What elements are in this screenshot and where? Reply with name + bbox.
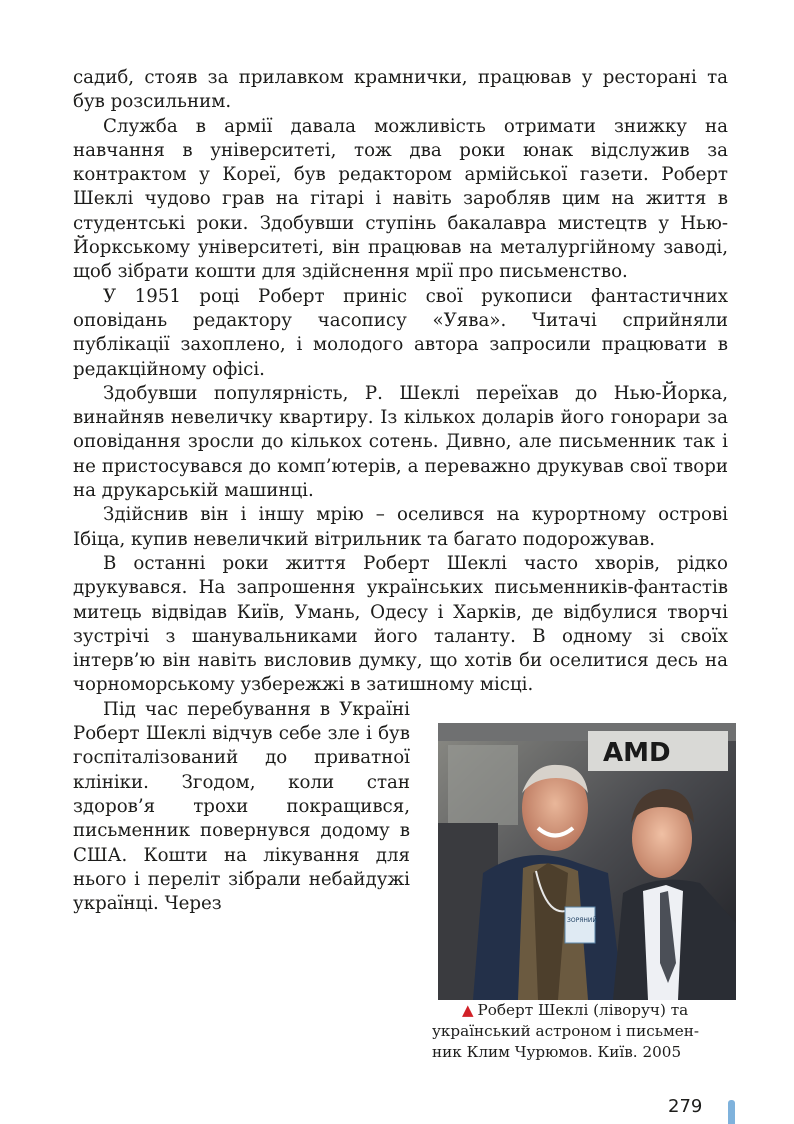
paragraph: У 1951 році Роберт приніс свої рукописи фантастичних оповідань редактору часопису «Уява». Читачі сприйняли публікації захоплено, і молодого автора запросили працювати в редакційному офісі. xyxy=(73,285,728,380)
paragraph xyxy=(73,552,728,698)
photo-caption xyxy=(432,1000,736,1063)
paragraph: Під час перебування в Україні Роберт Шеклі відчув себе зле і був госпіталізований до приватної клініки. Згодом, коли стан здоров’я трохи покращився, письменник повернувся додому в США. Кошти на лікування для нього і переліт зібрали небайдужі українці. Через xyxy=(73,698,410,915)
paragraph-text: В останні роки життя Роберт Шеклі часто хворів, рідко друкувався. На запрошення українських письменників-фантастів митець відвідав Київ, Умань, Одесу і Харків, де відбулися творчі зустрічі з шанувальниками його таланту. В одному зі своїх інтерв’ю він навіть висловив думку, що хотів би оселитися десь на чорноморському узбережжі в затишному місці. xyxy=(73,552,728,696)
photo-figure xyxy=(432,723,736,1063)
paragraph: Служба в армії давала можливість отримати знижку на навчання в університеті, тож два роки юнак відслужив за контрактом у Кореї, був редактором армійської газети. Роберт Шеклі чудово грав на гітарі і навіть заробляв цим на життя в студентські роки. Здобувши ступінь бакалавра мистецтв у Нью-Йоркському університеті, він працював на металургійному заводі, щоб зібрати кошти для здійснення мрії про письменство. xyxy=(73,115,728,283)
text-column xyxy=(73,66,728,1063)
paragraph: Здобувши популярність, Р. Шеклі переїхав до Нью-Йорка, винайняв невеличку квартиру. Із кількох доларів його гонорари за оповідання зросли до кількох сотень. Дивно, але письменник так і не пристосувався до комп’ютерів, а переважно друкував свої твори на друкарській машинці. xyxy=(73,382,728,502)
caption-triangle-icon: ▲ xyxy=(462,1000,474,1019)
paragraph: садиб, стояв за прилавком крамнички, працював у ресторані та був розсильним. xyxy=(73,67,728,113)
caption-text: Роберт Шеклі (ліворуч) та український астроном і письмен- ник Клим Чурюмов. Київ. 2005 xyxy=(432,1000,700,1061)
booth-sign: AMD xyxy=(603,737,671,768)
photo xyxy=(438,723,736,1000)
page-number: 279 xyxy=(668,1096,703,1117)
name-badge-text: ЗОРЯНИЙ xyxy=(567,916,597,924)
paragraph: Здійснив він і іншу мрію – оселився на курортному острові Ібіца, купив невеличкий вітрильник та багато подорожував. xyxy=(73,504,728,550)
page-edge-marker xyxy=(728,1100,735,1124)
